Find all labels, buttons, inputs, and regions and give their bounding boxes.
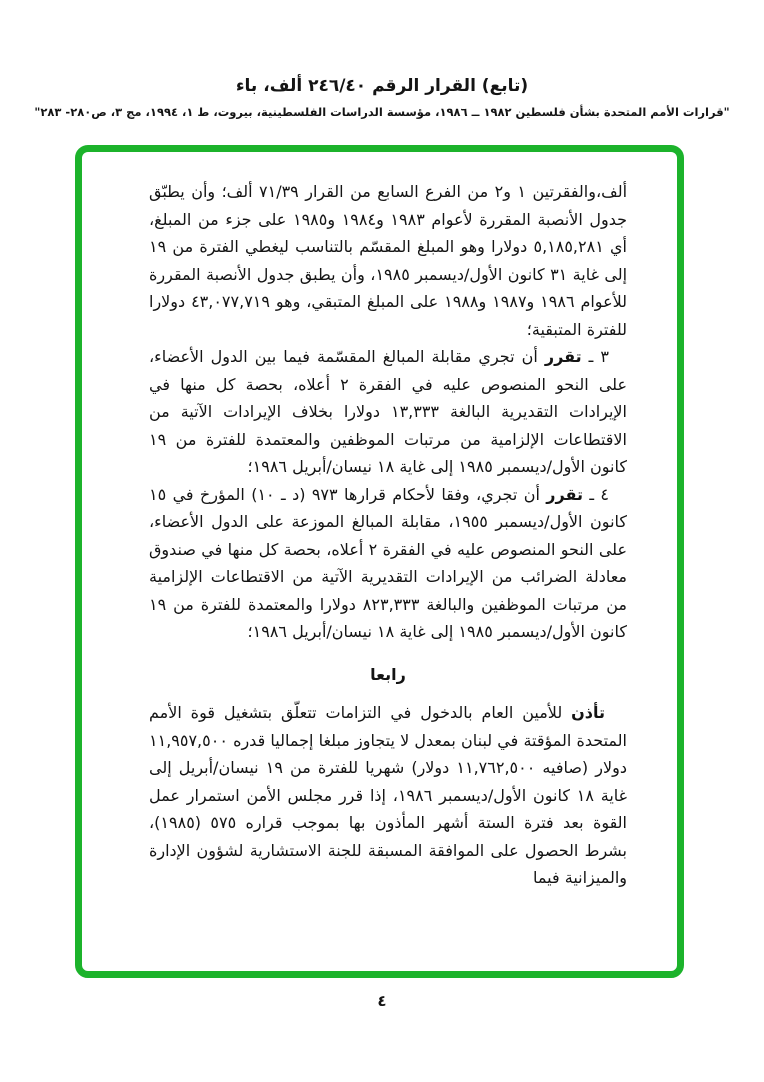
paragraph-3 [149, 343, 627, 481]
resolution-text-block [82, 152, 677, 971]
paragraph-continuation: ألف،والفقرتين ١ و٢ من الفرع السابع من القرار ٧١/٣٩ ألف؛ وأن يطبّق جدول الأنصبة المقررة لأعوام ١٩٨٣ و١٩٨٤ و١٩٨٥ على جزء من المبلغ، أي ٥,١٨٥,٢٨١ دولارا وهو المبلغ المقسّم بالتناسب ليغطي الفترة من ١٩ إلى غاية ٣١ كانون الأول/ديسمبر ١٩٨٥، وأن يطبق جدول الأنصبة المقررة للأعوام ١٩٨٦ و١٩٨٧ و١٩٨٨ على المبلغ المتبقي، وهو ٤٣,٠٧٧,٧١٩ دولارا للفترة المتبقية؛ [149, 182, 628, 339]
source-citation: "قرارات الأمم المتحدة بشأن فلسطين ١٩٨٢ ــ ١٩٨٦، مؤسسة الدراسات الفلسطينية، بيروت، ط ١، ١٩٩٤، مج ٣، ص٢٨٠- ٢٨٣" [34, 105, 730, 119]
paragraph-authorization-text: للأمين العام بالدخول في التزامات تتعلّق بتشغيل قوة الأمم المتحدة المؤقتة في لبنان بمعدل لا يتجاوز مبلغا إجماليا قدره ١١,٩٥٧,٥٠٠ دولار (صافيه ١١,٧٦٢,٥٠٠ دولار) شهريا للفترة من ١٩ نيسان/أبريل إلى غاية ١٨ كانون الأول/ديسمبر ١٩٨٦، إذا قرر مجلس الأمن استمرار عمل القوة بعد فترة الستة أشهر المأذون بها بموجب قراره ٥٧٥ (١٩٨٥)، بشرط الحصول على الموافقة المسبقة للجنة الاستشارية لشؤون الإدارة والميزانية فيما [149, 703, 628, 887]
paragraph-4-operative-verb: تقرر [546, 484, 583, 504]
paragraph-3-text: أن تجري مقابلة المبالغ المقسّمة فيما بين الدول الأعضاء، على النحو المنصوص عليه في الفقرة ٢ أعلاه، بحصة كل منها في الإيرادات التقديرية البالغة ١٣,٣٣٣ دولارا بخلاف الإيرادات الآتية من الاقتطاعات الإلزامية من مرتبات الموظفين والمعتمدة للفترة من ١٩ كانون الأول/ديسمبر ١٩٨٥ إلى غاية ١٨ نيسان/أبريل ١٩٨٦؛ [149, 347, 627, 476]
paragraph-4 [149, 481, 627, 646]
paragraph-4-text: أن تجري، وفقا لأحكام قرارها ٩٧٣ (د ـ ١٠) المؤرخ في ١٥ كانون الأول/ديسمبر ١٩٥٥، مقابلة المبالغ الموزعة على الدول الأعضاء، على النحو المنصوص عليه في الفقرة ٢ أعلاه، بحصة كل منها في صندوق معادلة الضرائب من الإيرادات التقديرية الآتية من الاقتطاعات الإلزامية من مرتبات الموظفين والبالغة ٨٢٣,٣٣٣ دولارا والمعتمدة للفترة من ١٩ كانون الأول/ديسمبر ١٩٨٥ إلى غاية ١٨ نيسان/أبريل ١٩٨٦؛ [149, 484, 628, 641]
paragraph-3-number: ٣ ـ [581, 347, 610, 366]
paragraph-3-operative-verb: تقرر [544, 347, 582, 366]
paragraph-authorization [149, 699, 627, 892]
green-border-frame [75, 145, 684, 978]
document-header [0, 76, 764, 119]
section-heading-fourth: رابعا [370, 664, 406, 684]
paragraph-4-number: ٤ ـ [582, 484, 610, 504]
page-number: ٤ [377, 992, 387, 1010]
paragraph-authorization-operative-verb: تأذن [571, 703, 605, 722]
resolution-title: (تابع) القرار الرقم ٢٤٦/٤٠ ألف، باء [235, 76, 529, 96]
